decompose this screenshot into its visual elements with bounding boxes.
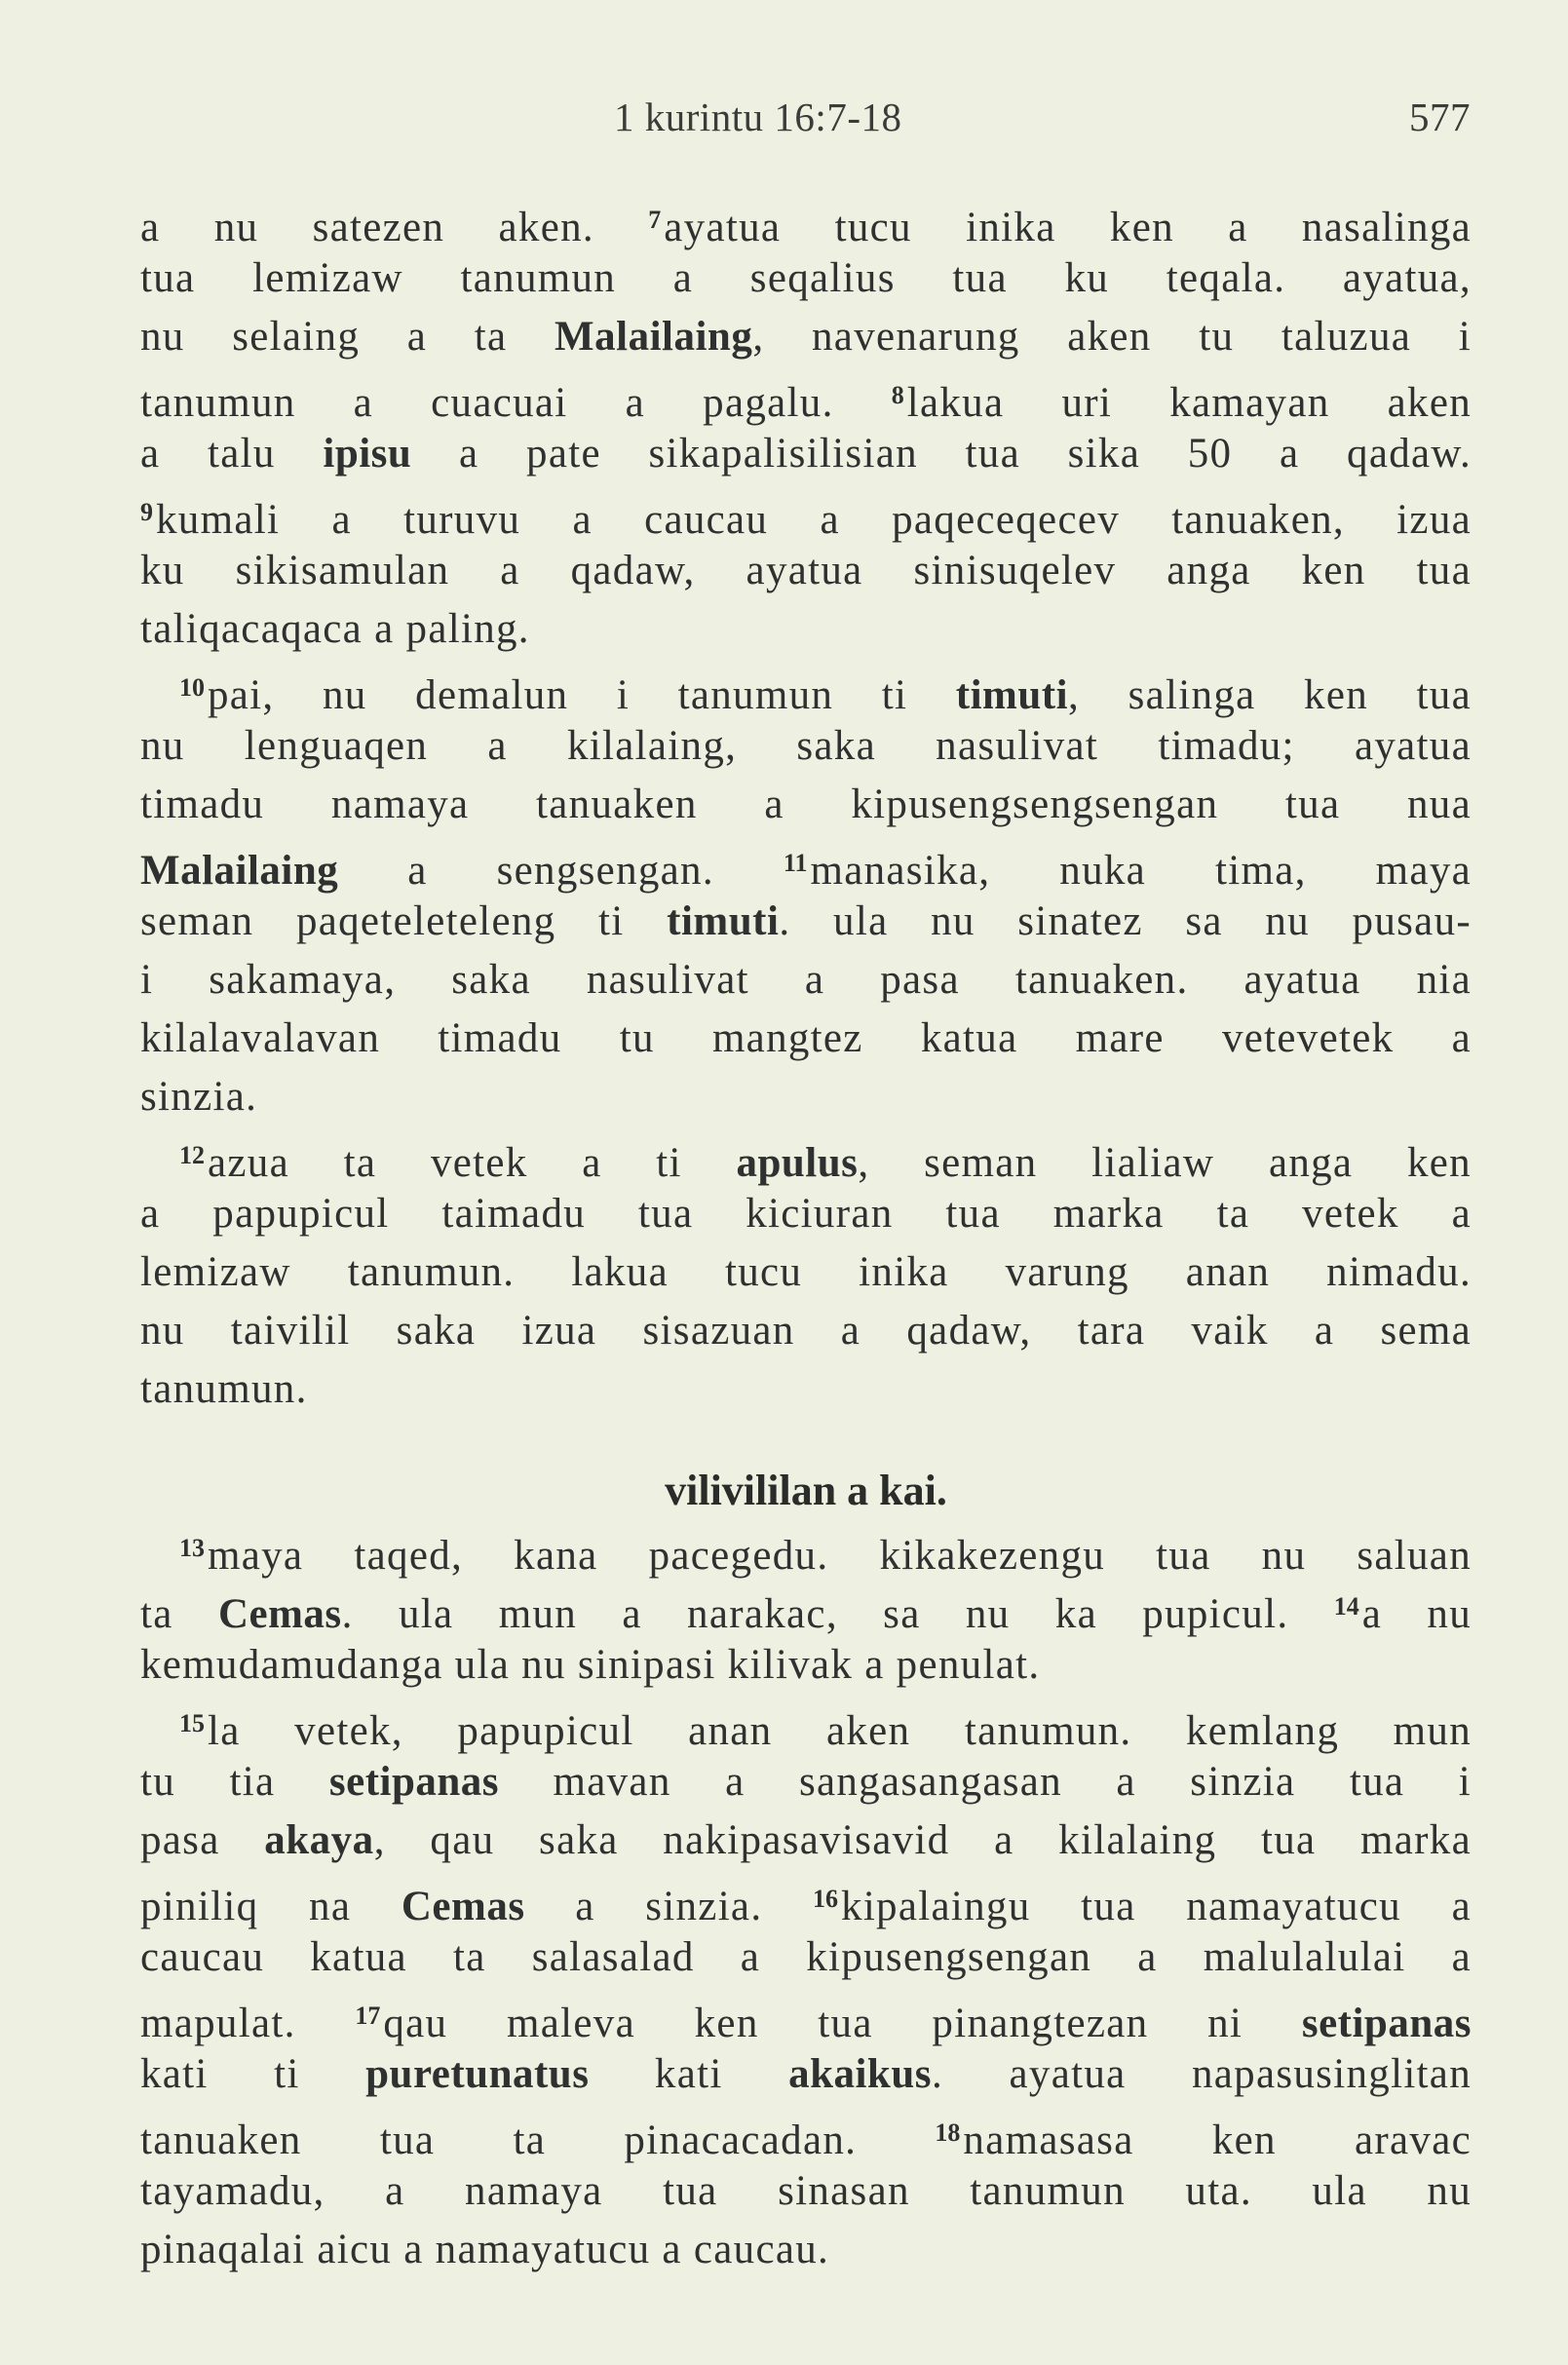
text-line xyxy=(140,659,1472,717)
text-line xyxy=(140,1695,1472,1753)
text-run: qau maleva ken tua pinangtezan ni xyxy=(383,2001,1302,2046)
text-line xyxy=(140,2104,1472,2162)
text-run: i sakamaya, saka nasulivat a pasa tanuaken. ayatua nia xyxy=(140,957,1472,1003)
text-run: ta xyxy=(140,1591,218,1637)
text-run: ayatua tucu inika ken a nasalinga xyxy=(664,205,1472,250)
text-line xyxy=(140,893,1472,951)
text-line xyxy=(140,600,1472,659)
text-run: kemudamudanga ula nu sinipasi kilivak a penulat. xyxy=(140,1642,1041,1688)
text-run: a talu xyxy=(140,431,324,477)
verse-number: 16 xyxy=(813,1885,839,1913)
text-line xyxy=(140,1126,1472,1185)
text-section-2 xyxy=(140,1519,1472,2279)
text-line xyxy=(140,425,1472,483)
text-run: piniliq na xyxy=(140,1884,402,1929)
section-heading: vilivililan a kai. xyxy=(665,1467,947,1514)
text-line xyxy=(140,1360,1472,1419)
text-run: , seman lialiaw anga ken xyxy=(858,1140,1472,1186)
text-run: nu lenguaqen a kilalaing, saka nasulivat timadu; ayatua xyxy=(140,723,1472,769)
text-line xyxy=(140,1753,1472,1812)
text-line xyxy=(140,1987,1472,2045)
text-run: a pate sikapalisilisian tua sika 50 a qadaw. xyxy=(411,431,1472,477)
bold-term: Malailaing xyxy=(140,848,339,894)
text-run: kilalavalavan timadu tu mangtez katua mare vetevetek a xyxy=(140,1015,1472,1061)
text-run: azua ta vetek a ti xyxy=(208,1140,737,1186)
text-run: tanumun a cuacuai a pagalu. xyxy=(140,380,892,426)
verse-number: 9 xyxy=(140,498,153,526)
bold-term: setipanas xyxy=(328,1759,500,1805)
text-run: a nu xyxy=(1361,1591,1472,1637)
text-line xyxy=(140,1870,1472,1928)
verse-number: 10 xyxy=(179,673,205,702)
text-run: pai, nu demalun i tanumun ti xyxy=(208,672,956,718)
text-line xyxy=(140,776,1472,834)
text-line xyxy=(140,2162,1472,2221)
verse-number: 18 xyxy=(935,2118,961,2147)
text-line xyxy=(140,1068,1472,1126)
text-run: lemizaw tanumun. lakua tucu inika varung anan nimadu. xyxy=(140,1249,1472,1295)
bold-term: timuti xyxy=(955,672,1069,718)
text-line xyxy=(140,1578,1472,1636)
text-line xyxy=(140,1185,1472,1243)
text-run: pasa xyxy=(140,1817,265,1863)
text-run: maya taqed, kana pacegedu. kikakezengu tua nu saluan xyxy=(208,1533,1472,1579)
verse-number: 7 xyxy=(648,206,662,234)
text-run: kumali a turuvu a caucau a paqeceqecev tanuaken, izua xyxy=(156,497,1472,543)
running-head: 1 kurintu 16:7-18 xyxy=(614,95,902,139)
bold-term: setipanas xyxy=(1301,2001,1472,2046)
verse-number: 14 xyxy=(1333,1592,1359,1621)
text-run: . ula nu sinatez sa nu pusau- xyxy=(779,898,1472,944)
text-line xyxy=(140,542,1472,600)
bold-term: Cemas xyxy=(217,1591,342,1637)
text-line xyxy=(140,1519,1472,1578)
text-run: a papupicul taimadu tua kiciuran tua marka ta vetek a xyxy=(140,1191,1472,1237)
text-run: tua lemizaw tanumun a seqalius tua ku teqala. ayatua, xyxy=(140,255,1472,301)
text-line xyxy=(140,366,1472,425)
text-run: , navenarung aken tu taluzua i xyxy=(752,314,1472,360)
text-line xyxy=(140,1928,1472,1987)
verse-number: 17 xyxy=(355,2002,381,2030)
text-run: tayamadu, a namaya tua sinasan tanumun uta. ula nu xyxy=(140,2168,1472,2214)
text-run: caucau katua ta salasalad a kipusengsengan a malulalulai a xyxy=(140,1934,1472,1980)
text-run: tu tia xyxy=(140,1759,329,1805)
text-run: nu selaing a ta xyxy=(140,314,555,360)
bold-term: puretunatus xyxy=(365,2051,590,2097)
text-run: kati xyxy=(589,2051,789,2097)
text-line xyxy=(140,2045,1472,2104)
bold-term: ipisu xyxy=(323,431,412,477)
text-line xyxy=(140,483,1472,542)
verse-number: 15 xyxy=(179,1709,205,1737)
text-line xyxy=(140,191,1472,249)
text-run: kati ti xyxy=(140,2051,366,2097)
text-run: la vetek, papupicul anan aken tanumun. kemlang mun xyxy=(208,1708,1472,1754)
text-run: nu taivilil saka izua sisazuan a qadaw, tara vaik a sema xyxy=(140,1308,1472,1354)
text-run: manasika, nuka tima, maya xyxy=(810,848,1472,894)
text-run: mapulat. xyxy=(140,2001,356,2046)
bold-term: Malailaing xyxy=(555,314,753,360)
page-number: 577 xyxy=(1409,95,1471,139)
text-line xyxy=(140,308,1472,366)
text-run: lakua uri kamayan aken xyxy=(906,380,1472,426)
text-run: a sengsengan. xyxy=(338,848,784,894)
verse-number: 11 xyxy=(783,849,808,877)
text-run: . ayatua napasusinglitan xyxy=(932,2051,1472,2097)
text-run: seman paqeteleteleng ti xyxy=(140,898,668,944)
text-section-1 xyxy=(140,191,1472,1419)
text-run: namasasa ken aravac xyxy=(963,2117,1472,2163)
text-line xyxy=(140,249,1472,308)
text-run: mavan a sangasangasan a sinzia tua i xyxy=(499,1759,1472,1805)
text-run: , qau saka nakipasavisavid a kilalaing tua marka xyxy=(373,1817,1472,1863)
text-line xyxy=(140,717,1472,776)
text-run: taliqacaqaca a paling. xyxy=(140,606,530,652)
text-run: tanumun. xyxy=(140,1366,308,1412)
text-run: pinaqalai aicu a namayatucu a caucau. xyxy=(140,2227,830,2272)
text-line xyxy=(140,1302,1472,1360)
text-run: . ula mun a narakac, sa nu ka pupicul. xyxy=(341,1591,1334,1637)
text-run: timadu namaya tanuaken a kipusengsengsengan tua nua xyxy=(140,782,1472,827)
bold-term: apulus xyxy=(736,1140,859,1186)
text-line xyxy=(140,2221,1472,2279)
verse-number: 8 xyxy=(891,381,904,409)
text-run: a sinzia. xyxy=(524,1884,814,1929)
bold-term: Cemas xyxy=(401,1884,525,1929)
text-line xyxy=(140,1636,1472,1695)
text-line xyxy=(140,1243,1472,1302)
text-line xyxy=(140,951,1472,1010)
text-run: sinzia. xyxy=(140,1074,258,1120)
text-line xyxy=(140,1812,1472,1870)
text-line xyxy=(140,834,1472,893)
text-line xyxy=(140,1010,1472,1068)
text-run: a nu satezen aken. xyxy=(140,205,649,250)
bold-term: timuti xyxy=(667,898,780,944)
text-run: tanuaken tua ta pinacacadan. xyxy=(140,2117,936,2163)
text-run: kipalaingu tua namayatucu a xyxy=(841,1884,1472,1929)
verse-number: 12 xyxy=(179,1141,205,1169)
bold-term: akaikus xyxy=(788,2051,932,2097)
bold-term: akaya xyxy=(264,1817,374,1863)
verse-number: 13 xyxy=(179,1534,205,1562)
text-run: ku sikisamulan a qadaw, ayatua sinisuqelev anga ken tua xyxy=(140,548,1472,593)
text-run: , salinga ken tua xyxy=(1068,672,1472,718)
